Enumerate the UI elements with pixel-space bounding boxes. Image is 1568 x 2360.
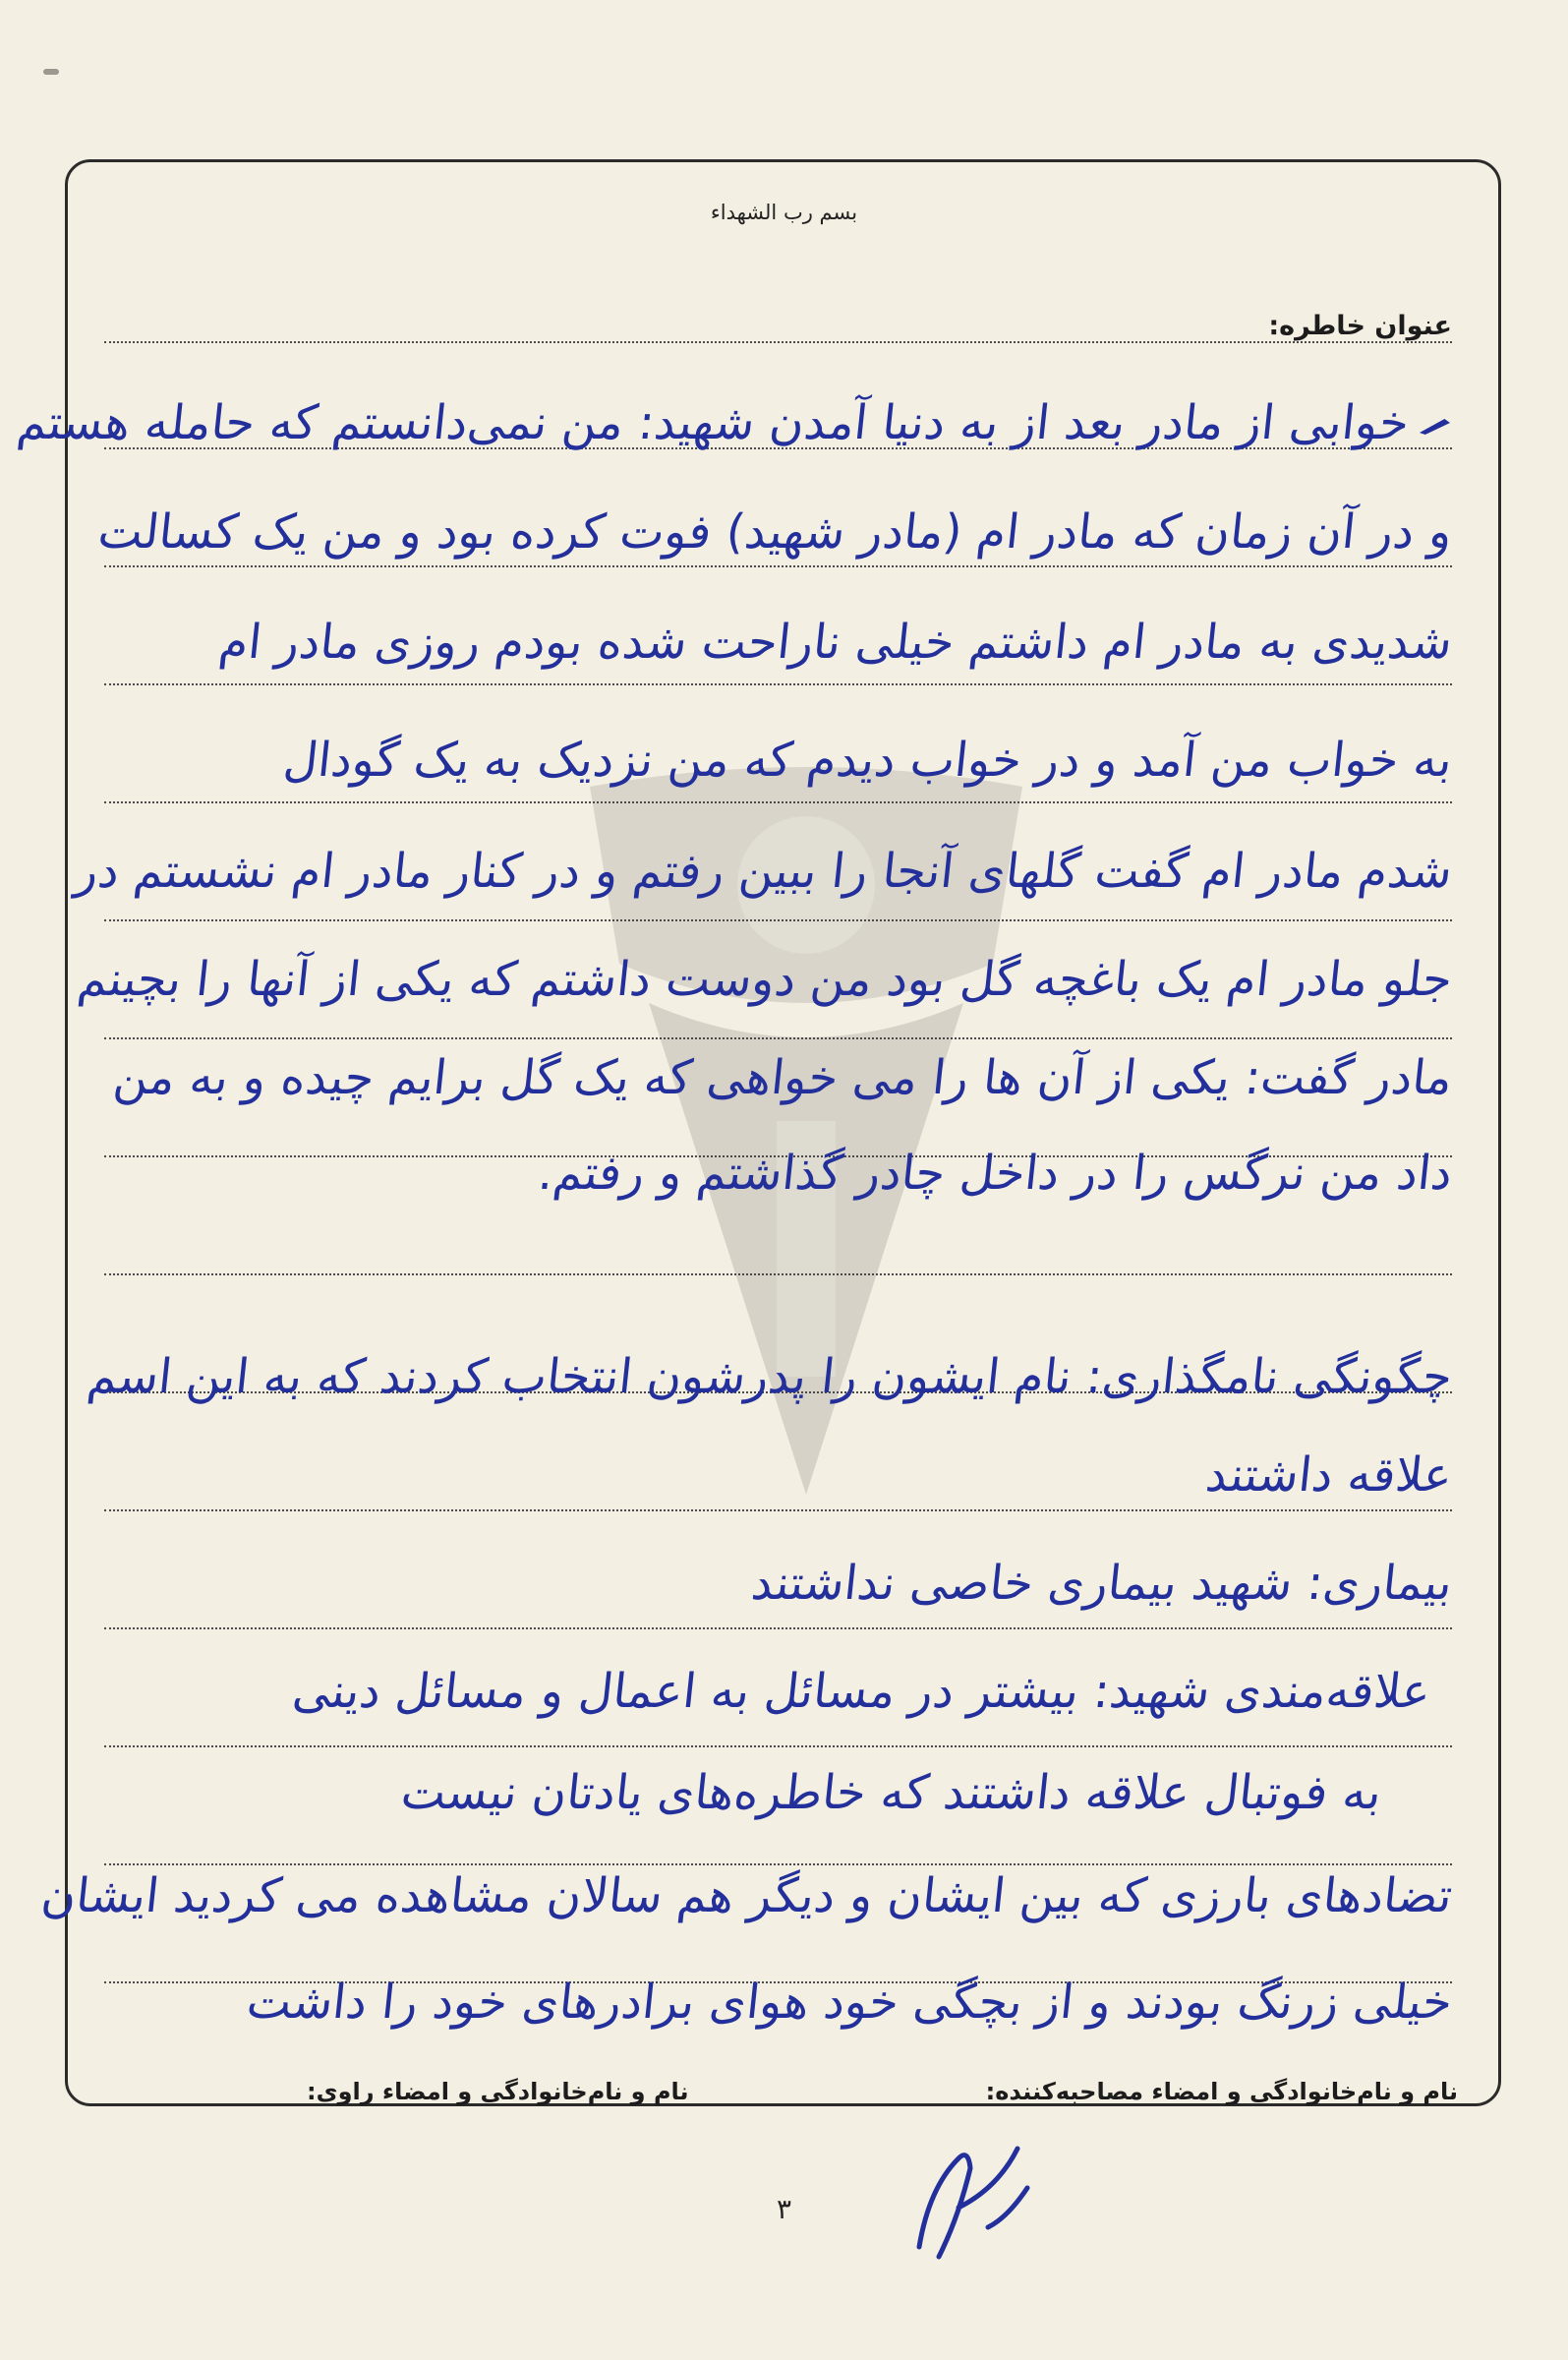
- pen-icon: [1418, 415, 1453, 437]
- ruled-line: [104, 1037, 1452, 1039]
- paper-speck: [43, 69, 59, 75]
- ruled-line: [104, 1863, 1452, 1865]
- illness-line: بیماری: شهید بیماری خاصی نداشتند: [748, 1556, 1455, 1611]
- memoir-line-4: به خواب من آمد و در خواب دیدم که من نزدیک به یک گودال: [280, 733, 1455, 788]
- ruled-line: [104, 1745, 1452, 1747]
- ruled-line: [104, 919, 1452, 921]
- header-basmala: بسم رب الشهداء: [710, 201, 858, 224]
- memoir-line-7: مادر گفت: یکی از آن ها را می خواهی که یک گل برایم چیده و به من: [110, 1050, 1455, 1105]
- interviewer-signature-label: نام و نام‌خانوادگی و امضاء مصاحبه‌کننده:: [985, 2078, 1458, 2105]
- memoir-title-label: عنوان خاطره:: [1268, 311, 1452, 341]
- memoir-line-8: داد من نرگس را در داخل چادر گذاشتم و رفتم.: [535, 1146, 1455, 1201]
- ruled-line: [104, 1509, 1452, 1511]
- memoir-line-1: [14, 395, 1455, 450]
- memoir-line-3: شدیدی به مادر ام داشتم خیلی ناراحت شده بودم روزی مادر ام: [216, 615, 1455, 670]
- naming-line-2: علاقه داشتند: [1202, 1447, 1455, 1503]
- memoir-line-6: جلو مادر ام یک باغچه گل بود من دوست داشتم که یکی از آنها را بچینم: [75, 952, 1455, 1007]
- ruled-line: [104, 801, 1452, 803]
- ruled-line: [104, 565, 1452, 567]
- ruled-line: [104, 1627, 1452, 1629]
- interests-line: علاقه‌مندی شهید: بیشتر در مسائل به اعمال و مسائل دینی: [289, 1664, 1433, 1719]
- memoir-line-text: خوابی از مادر بعد از به دنیا آمدن شهید: من نمی‌دانستم که حامله هستم: [14, 395, 1412, 450]
- contrasts-line-1: تضادهای بارزی که بین ایشان و دیگر هم سالان مشاهده می کردید ایشان: [38, 1868, 1455, 1923]
- interests-continuation-line: به فوتبال علاقه داشتند که خاطره‌های یادتان نیست: [398, 1765, 1384, 1820]
- naming-line-1: چگونگی نامگذاری: نام ایشون را پدرشون انتخاب کردند که به این اسم: [85, 1349, 1455, 1404]
- page-number: ٣: [776, 2193, 792, 2225]
- ruled-line: [104, 341, 1452, 343]
- memoir-line-5: شدم مادر ام گفت گلهای آنجا را ببین رفتم و در کنار مادر ام نشستم در: [72, 844, 1455, 899]
- ruled-line: [104, 1273, 1452, 1275]
- memoir-line-2: و در آن زمان که مادر ام (مادر شهید) فوت کرده بود و من یک کسالت: [95, 504, 1455, 560]
- narrator-signature-label: نام و نام‌خانوادگی و امضاء راوی:: [307, 2078, 689, 2105]
- contrasts-line-2: خیلی زرنگ بودند و از بچگی خود هوای برادرهای خود را داشت: [244, 1975, 1455, 2030]
- ruled-line: [104, 683, 1452, 685]
